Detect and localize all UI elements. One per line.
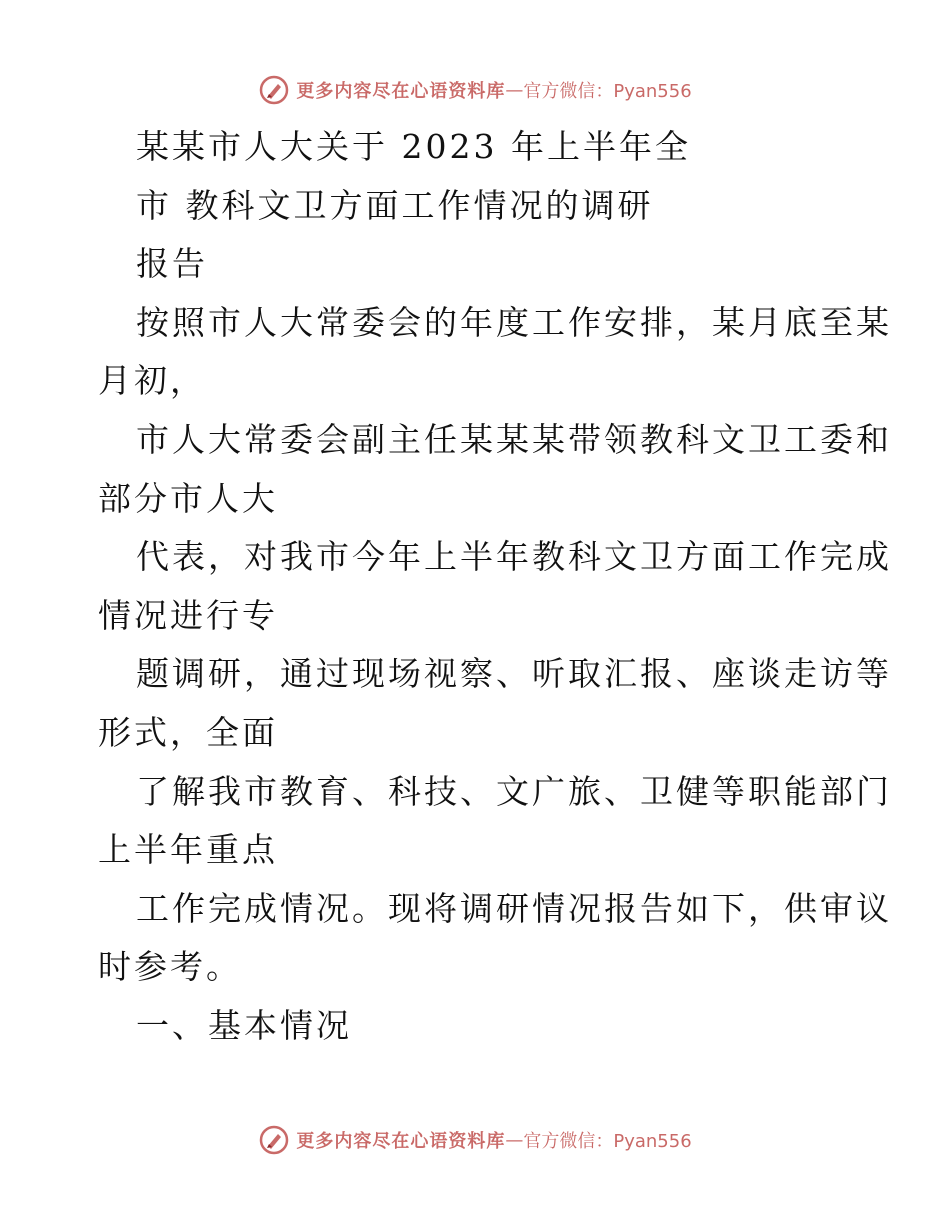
text-line: 了解我市教育、科技、文广旅、卫健等职能部门 [136, 771, 892, 811]
text-line: 时参考。 [98, 947, 242, 987]
text-line: 按照市人大常委会的年度工作安排，某月底至某 [136, 302, 892, 342]
document-body [98, 118, 892, 1056]
watermark-main-text: 更多内容尽在心语资料库 [296, 1131, 506, 1152]
watermark-sub-text: 官方微信：Pyan556 [523, 1131, 692, 1152]
watermark-separator: — [505, 79, 524, 101]
pen-logo-icon [258, 1124, 290, 1156]
watermark-separator: — [505, 1129, 524, 1151]
text-line: 市人大常委会副主任某某某带领教科文卫工委和 [136, 419, 892, 459]
text-line: 形式，全面 [98, 712, 278, 752]
watermark-sub-text: 官方微信：Pyan556 [523, 81, 692, 102]
text-line: 代表，对我市今年上半年教科文卫方面工作完成 [136, 537, 892, 577]
text-line: 部分市人大 [98, 478, 278, 518]
watermark-main-text: 更多内容尽在心语资料库 [296, 81, 506, 102]
text-line: 情况进行专 [98, 595, 278, 635]
pen-logo-icon [258, 74, 290, 106]
text-line: 上半年重点 [98, 830, 278, 870]
text-line: 工作完成情况。现将调研情况报告如下，供审议 [136, 888, 892, 928]
text-line: 报告 [136, 244, 208, 284]
top-watermark-banner [0, 70, 950, 110]
text-line: 一、基本情况 [136, 1005, 352, 1045]
text-line: 题调研，通过现场视察、听取汇报、座谈走访等 [136, 654, 892, 694]
text-line: 市 教科文卫方面工作情况的调研 [136, 185, 654, 225]
bottom-watermark-banner [0, 1120, 950, 1160]
text-line: 月初， [98, 361, 206, 401]
text-line: 某某市人大关于 2023 年上半年全 [136, 127, 691, 166]
